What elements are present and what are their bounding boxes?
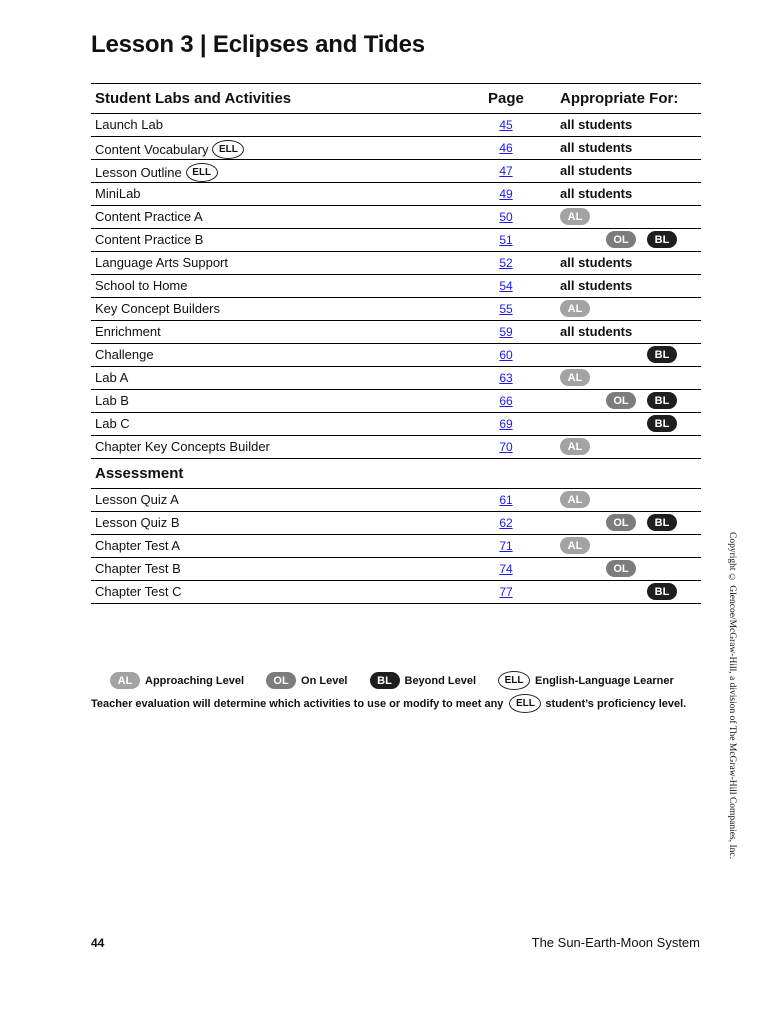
- teacher-note: [91, 694, 706, 713]
- legend-label-al: Approaching Level: [145, 674, 245, 687]
- activity-name-text: Launch Lab: [95, 117, 163, 132]
- page-title: Lesson 3 | Eclipses and Tides: [91, 31, 425, 58]
- page-link[interactable]: 55: [499, 302, 513, 316]
- activity-name: [95, 117, 163, 132]
- assessments-body: [91, 489, 701, 604]
- bl-badge: BL: [370, 672, 400, 689]
- page-link[interactable]: 46: [499, 141, 513, 155]
- table-row: [91, 344, 701, 367]
- activity-name: [95, 416, 130, 431]
- al-badge: AL: [560, 491, 590, 508]
- ol-badge: OL: [606, 392, 636, 409]
- legend-item-al: [110, 672, 244, 689]
- al-badge: AL: [560, 537, 590, 554]
- table-row: [91, 252, 701, 275]
- activity-name-text: Enrichment: [95, 324, 161, 339]
- page-link[interactable]: 47: [499, 164, 513, 178]
- activity-name-text: Chapter Test B: [95, 561, 181, 576]
- activity-name-text: Lesson Quiz B: [95, 515, 180, 530]
- table-row: [91, 512, 701, 535]
- page-link[interactable]: 52: [499, 256, 513, 270]
- appropriate-for-text: all students: [560, 117, 633, 132]
- page-link[interactable]: 70: [499, 440, 513, 454]
- assessment-title: Assessment: [95, 465, 184, 482]
- appropriate-for-text: all students: [560, 255, 633, 270]
- page-link[interactable]: 45: [499, 118, 513, 132]
- table-row: [91, 114, 701, 137]
- page-link[interactable]: 62: [499, 516, 513, 530]
- legend-label-ol: On Level: [301, 674, 348, 687]
- activity-name: [95, 301, 220, 316]
- activity-name: [95, 140, 244, 159]
- activity-name-text: Challenge: [95, 347, 154, 362]
- activity-name: [95, 255, 228, 270]
- activities-body: [91, 114, 701, 459]
- activity-name-text: Key Concept Builders: [95, 301, 221, 316]
- al-badge: AL: [560, 438, 590, 455]
- activity-name-text: Lab C: [95, 416, 130, 431]
- bl-badge: BL: [647, 415, 677, 432]
- table-row: [91, 275, 701, 298]
- appropriate-for-text: all students: [560, 140, 633, 155]
- table-row: [91, 206, 701, 229]
- ol-badge: OL: [606, 231, 636, 248]
- activity-name: [95, 515, 180, 530]
- legend-label-ell: English-Language Learner: [535, 674, 674, 687]
- page-number: 44: [91, 936, 105, 950]
- legend-item-bl: [370, 672, 477, 689]
- ell-badge: ELL: [186, 163, 218, 182]
- activity-name-text: Content Practice B: [95, 232, 204, 247]
- ell-badge: ELL: [498, 671, 530, 690]
- header-page: Page: [488, 90, 524, 107]
- page-link[interactable]: 71: [499, 539, 513, 553]
- activity-name: [95, 561, 181, 576]
- page-link[interactable]: 59: [499, 325, 513, 339]
- legend-label-bl: Beyond Level: [404, 674, 477, 687]
- table-row: [91, 535, 701, 558]
- activity-name: [95, 538, 180, 553]
- al-badge: AL: [560, 369, 590, 386]
- page-link[interactable]: 66: [499, 394, 513, 408]
- activity-name-text: MiniLab: [95, 186, 141, 201]
- al-badge: AL: [560, 300, 590, 317]
- bl-badge: BL: [647, 514, 677, 531]
- level-legend: [110, 671, 710, 690]
- table-row: [91, 298, 701, 321]
- bl-badge: BL: [647, 392, 677, 409]
- table-row: [91, 160, 701, 183]
- page-link[interactable]: 51: [499, 233, 513, 247]
- page-link[interactable]: 74: [499, 562, 513, 576]
- page-link[interactable]: 63: [499, 371, 513, 385]
- activity-name-text: Lab B: [95, 393, 129, 408]
- appropriate-for-text: all students: [560, 163, 633, 178]
- note-text-before: Teacher evaluation will determine which activities to use or modify to meet any: [91, 697, 504, 710]
- appropriate-for-text: all students: [560, 186, 633, 201]
- table-row: [91, 413, 701, 436]
- activity-name: [95, 278, 188, 293]
- bl-badge: BL: [647, 583, 677, 600]
- appropriate-for-text: all students: [560, 278, 633, 293]
- activity-name-text: Language Arts Support: [95, 255, 228, 270]
- page-link[interactable]: 77: [499, 585, 513, 599]
- bl-badge: BL: [647, 231, 677, 248]
- table-row: [91, 137, 701, 160]
- page-link[interactable]: 69: [499, 417, 513, 431]
- table-row: [91, 321, 701, 344]
- activity-name-text: Chapter Test C: [95, 584, 182, 599]
- activity-name: [95, 347, 154, 362]
- table-row: [91, 183, 701, 206]
- activity-name-text: School to Home: [95, 278, 188, 293]
- activity-name: [95, 439, 270, 454]
- page-link[interactable]: 50: [499, 210, 513, 224]
- activity-name-text: Content Vocabulary: [95, 142, 209, 157]
- table-row: [91, 489, 701, 512]
- activity-name: [95, 370, 128, 385]
- activity-name: [95, 163, 218, 182]
- ol-badge: OL: [266, 672, 296, 689]
- ol-badge: OL: [606, 560, 636, 577]
- ell-badge: ELL: [509, 694, 541, 713]
- activity-name-text: Chapter Key Concepts Builder: [95, 439, 270, 454]
- table-header: [91, 84, 701, 114]
- copyright-notice: Copyright © Glencoe/McGraw-Hill, a division of The McGraw-Hill Companies, Inc.: [727, 532, 737, 859]
- activity-name: [95, 584, 181, 599]
- activity-name: [95, 209, 203, 224]
- activity-name: [95, 232, 203, 247]
- legend-item-ol: [266, 672, 347, 689]
- appropriate-for-text: all students: [560, 324, 633, 339]
- table-row: [91, 390, 701, 413]
- page-link[interactable]: 54: [499, 279, 513, 293]
- note-text-after: student’s proficiency level.: [545, 697, 687, 710]
- assessment-section-header: [91, 459, 701, 489]
- header-appropriate-for: Appropriate For:: [560, 90, 679, 107]
- activity-name: [95, 393, 129, 408]
- page-link[interactable]: 61: [499, 493, 513, 507]
- ell-badge: ELL: [212, 140, 244, 159]
- activity-name: [95, 186, 141, 201]
- activity-name-text: Lesson Quiz A: [95, 492, 179, 507]
- activity-name: [95, 492, 179, 507]
- activity-name-text: Chapter Test A: [95, 538, 181, 553]
- activity-name-text: Content Practice A: [95, 209, 203, 224]
- page-link[interactable]: 60: [499, 348, 513, 362]
- activities-table: [91, 83, 701, 604]
- page-link[interactable]: 49: [499, 187, 513, 201]
- chapter-title: The Sun-Earth-Moon System: [531, 935, 700, 950]
- activity-name-text: Lesson Outline: [95, 165, 182, 180]
- legend-item-ell: [498, 671, 674, 690]
- activity-name-text: Lab A: [95, 370, 129, 385]
- table-row: [91, 229, 701, 252]
- table-row: [91, 436, 701, 459]
- ol-badge: OL: [606, 514, 636, 531]
- table-row: [91, 581, 701, 604]
- al-badge: AL: [110, 672, 140, 689]
- header-activities: Student Labs and Activities: [95, 90, 292, 107]
- activity-name: [95, 324, 161, 339]
- table-row: [91, 367, 701, 390]
- bl-badge: BL: [647, 346, 677, 363]
- al-badge: AL: [560, 208, 590, 225]
- table-row: [91, 558, 701, 581]
